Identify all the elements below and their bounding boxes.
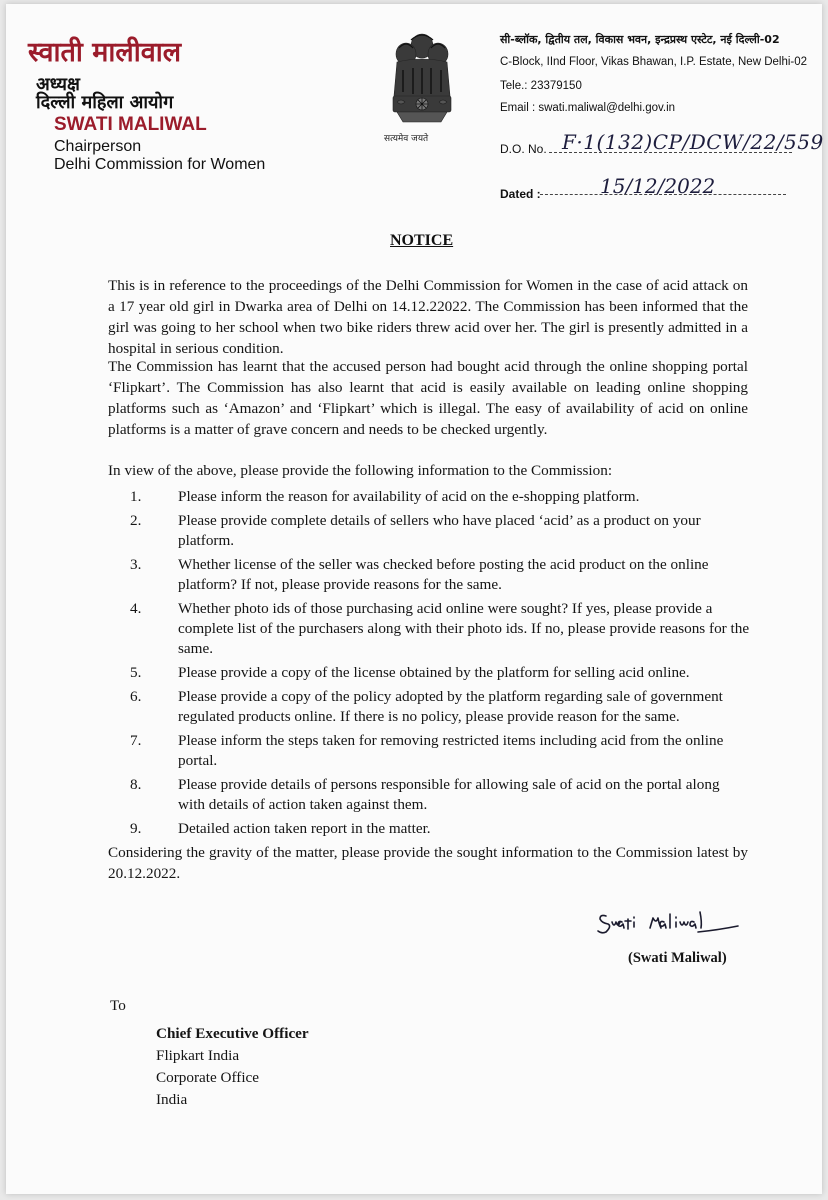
address-hindi: सी-ब्लॉक, द्वितीय तल, विकास भवन, इन्द्रप्रस्थ एस्टेट, नई दिल्ली-02 [500,33,780,46]
handwritten-signature [594,902,744,942]
dated-label: Dated : [500,187,541,201]
paragraph-1: This is in reference to the proceedings of the Delhi Commission for Women in the case of acid attack on a 17 year old girl in Dwarka area of Delhi on 14.12.22022. The Commission has been informed that the girl was going to her school when two bike riders threw acid over her. The girl is presently admitted in a hospital in serious condition. [108,277,748,357]
list-item [130,599,750,659]
name-english: SWATI MALIWAL [54,114,207,135]
list-item [130,731,750,771]
signatory-name: (Swati Maliwal) [628,950,727,966]
recipient-designation: Chief Executive Officer [156,1025,309,1042]
list-item [130,555,750,595]
list-item-text: Please provide complete details of sellers who have placed ‘acid’ as a product on your platform. [178,512,701,549]
list-item-text: Whether photo ids of those purchasing acid online were sought? If yes, please provide a complete list of the purchasers along with their photo ids. If no, please provide reasons for the same. [178,600,750,657]
recipient-office: Corporate Office [156,1069,260,1086]
notice-letter-page [6,4,822,1194]
list-item-number: 8. [130,776,142,793]
paragraph-3: In view of the above, please provide the following information to the Commission: [108,462,613,479]
list-item-text: Please provide a copy of the policy adopted by the platform regarding sale of government regulated products online. If there is no policy, please provide reason for the same. [178,688,723,725]
list-item [130,775,750,815]
dated-value: 15/12/2022 [600,174,716,198]
list-item-number: 5. [130,664,142,681]
list-item [130,687,750,727]
emblem-motto: सत्यमेव जयते [384,134,429,144]
list-item-text: Please provide a copy of the license obtained by the platform for selling acid online. [178,664,690,681]
name-hindi: स्वाती मालीवाल [28,37,182,68]
list-item-text: Please inform the reason for availability of acid on the e-shopping platform. [178,488,640,505]
list-item [130,819,750,839]
address-english: C-Block, IInd Floor, Vikas Bhawan, I.P. Estate, New Delhi-02 [500,56,808,68]
list-item [130,663,750,683]
list-item-number: 6. [130,688,142,705]
telephone: Tele.: 23379150 [500,80,582,92]
title-hindi: अध्यक्ष [36,74,80,95]
list-item [130,487,750,507]
list-item-number: 3. [130,556,142,573]
to-label: To [110,997,126,1014]
recipient-company: Flipkart India [156,1047,240,1064]
list-item-text: Whether license of the seller was checked before posting the acid product on the online platform? If not, please provide reasons for the same. [178,556,709,593]
org-hindi: दिल्ली महिला आयोग [36,92,174,113]
do-number-rule [549,152,792,153]
list-item-number: 1. [130,488,142,505]
do-number-label: D.O. No. [500,142,547,156]
recipient-address [156,1023,309,1111]
list-item-number: 9. [130,820,142,837]
paragraph-4: Considering the gravity of the matter, please provide the sought information to the Commission latest by 20.12.2022. [108,844,748,882]
title-english: Chairperson [54,138,142,155]
email-address: Email : swati.maliwal@delhi.gov.in [500,102,676,114]
list-item-text: Detailed action taken report in the matter. [178,820,431,837]
notice-heading: NOTICE [390,232,454,249]
list-item-text: Please inform the steps taken for removing restricted items including acid from the online portal. [178,732,724,769]
recipient-country: India [156,1091,188,1108]
list-item [130,511,750,551]
list-item-number: 2. [130,512,142,529]
org-english: Delhi Commission for Women [54,156,266,173]
list-item-text: Please provide details of persons responsible for allowing sale of acid on the portal along with details of action taken against them. [178,776,720,813]
list-item-number: 7. [130,732,142,749]
do-number-value: F·1(132)CP/DCW/22/559 [562,130,824,154]
list-item-number: 4. [130,600,142,617]
information-request-list [130,487,750,843]
dated-rule [540,194,786,195]
paragraph-2: The Commission has learnt that the accused person had bought acid through the online shopping portal ‘Flipkart’. The Commission has also learnt that acid is easily available on leading online shopping platforms such as ‘Amazon’ and ‘Flipkart’ which is illegal. The easy of availability of acid on online platforms is a matter of grave concern and needs to be checked urgently. [108,358,748,438]
national-emblem-icon [383,30,461,146]
